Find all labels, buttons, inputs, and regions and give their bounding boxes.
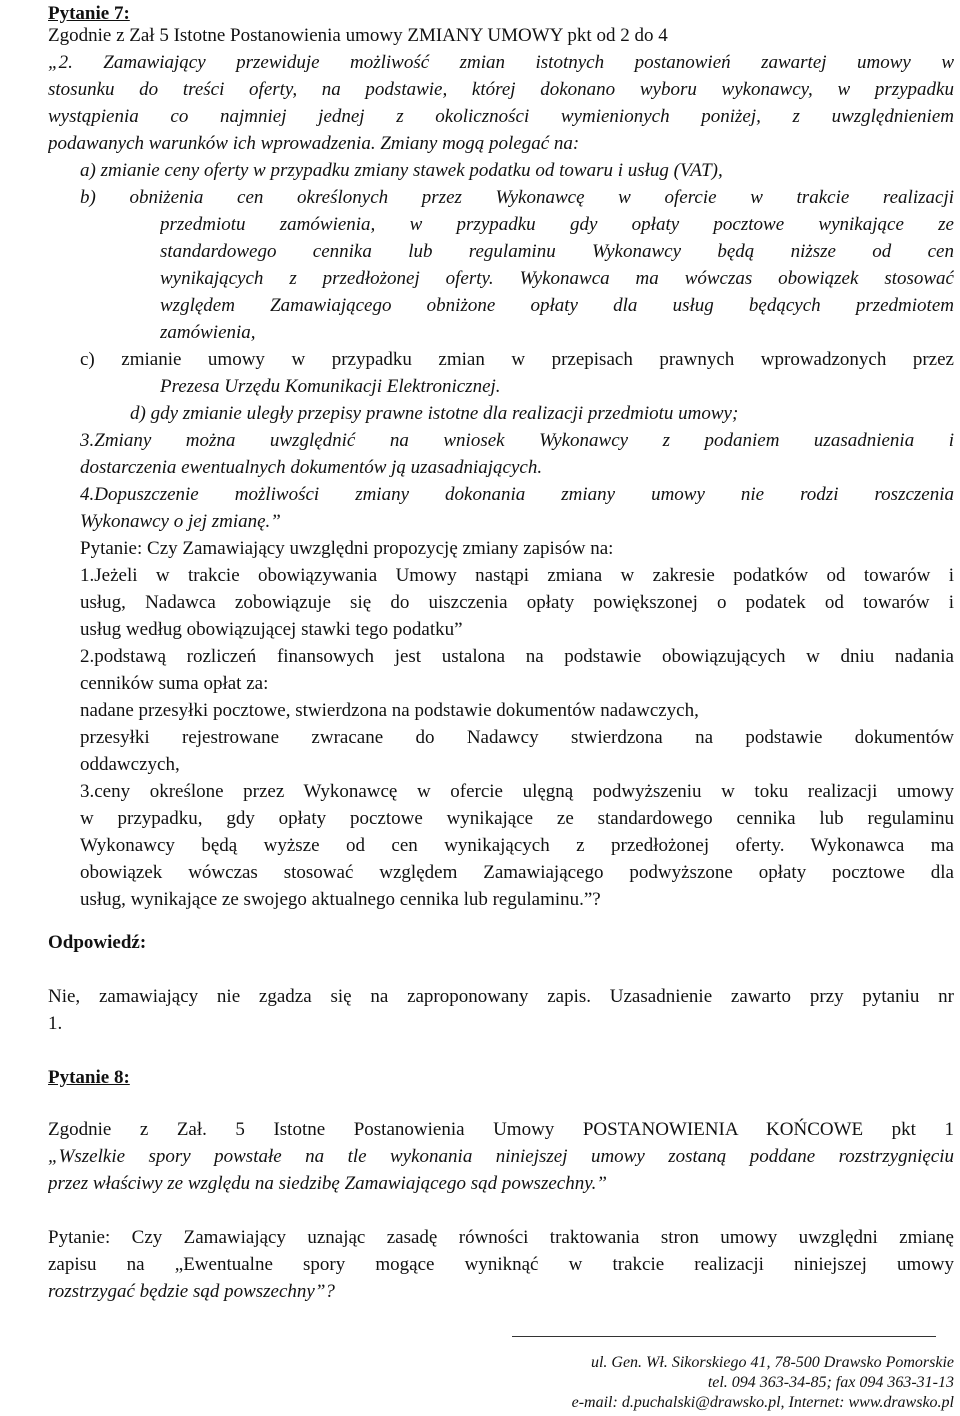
q7-line: dostarczenia ewentualnych dokumentów ją uzasadniających.: [80, 457, 543, 478]
q7-line: usług, Nadawca zobowiązuje się do uiszczenia opłaty powiększonej o podatek od towarów i: [80, 592, 954, 613]
q7-line: 2.podstawą rozliczeń finansowych jest ustalona na podstawie obowiązujących w dniu nadania: [80, 646, 954, 667]
question-8-heading: Pytanie 8:: [48, 1067, 130, 1088]
q8-line: przez właściwy ze względu na siedzibę Zamawiającego sąd powszechny.”: [48, 1173, 607, 1194]
q7-line: wystąpienia co najmniej jednej z okoliczności wymienionych poniżej, z uwzględnieniem: [48, 106, 954, 127]
q7-line: Zgodnie z Zał 5 Istotne Postanowienia umowy ZMIANY UMOWY pkt od 2 do 4: [48, 25, 668, 46]
q8-line: zapisu na „Ewentualne spory mogące wyniknąć w trakcie realizacji niniejszej umowy: [48, 1254, 954, 1275]
q7-line: Wykonawcy o jej zmianę.”: [80, 511, 281, 532]
q7-line: usług, wynikające ze swojego aktualnego cennika lub regulaminu.”?: [80, 889, 601, 910]
footer-contact: e-mail: d.puchalski@drawsko.pl, Internet: www.drawsko.pl: [571, 1394, 954, 1411]
q8-line: rozstrzygać będzie sąd powszechny”?: [48, 1281, 335, 1302]
q7-line: względem Zamawiającego obniżone opłaty dla usług będących przedmiotem: [160, 295, 954, 316]
q7-line: 4.Dopuszczenie możliwości zmiany dokonania zmiany umowy nie rodzi roszczenia: [80, 484, 954, 505]
q7-line: stosunku do treści oferty, na podstawie, której dokonano wyboru wykonawcy, w przypadku: [48, 79, 954, 100]
q7-line: oddawczych,: [80, 754, 180, 775]
q7-list-item-a: a) zmianie ceny oferty w przypadku zmiany stawek podatku od towaru i usług (VAT),: [80, 160, 723, 181]
answer-line: Nie, zamawiający nie zgadza się na zaproponowany zapis. Uzasadnienie zawarto przy pytaniu nr: [48, 986, 954, 1007]
q7-line: usług według obowiązującej stawki tego podatku”: [80, 619, 463, 640]
q7-line: 3.ceny określone przez Wykonawcę w ofercie ulęgną podwyższeniu w toku realizacji umowy: [80, 781, 954, 802]
q7-line: Prezesa Urzędu Komunikacji Elektronicznej.: [160, 376, 501, 397]
footer-phone: tel. 094 363-34-85; fax 094 363-31-13: [707, 1374, 954, 1391]
q7-line: podawanych warunków ich wprowadzenia. Zmiany mogą polegać na:: [48, 133, 580, 154]
q7-line: cenników suma opłat za:: [80, 673, 269, 694]
q7-line: wynikających z przedłożonej oferty. Wykonawca ma wówczas obowiązek stosować: [160, 268, 954, 289]
footer-address: ul. Gen. Wł. Sikorskiego 41, 78-500 Drawsko Pomorskie: [590, 1354, 954, 1371]
q7-line: standardowego cennika lub regulaminu Wykonawcy będą niższe od cen: [160, 241, 954, 262]
q7-line: nadane przesyłki pocztowe, stwierdzona na podstawie dokumentów nadawczych,: [80, 700, 699, 721]
q7-line: przedmiotu zamówienia, w przypadku gdy opłaty pocztowe wynikające ze: [160, 214, 954, 235]
q7-list-item-b: b) obniżenia cen określonych przez Wykonawcę w ofercie w trakcie realizacji: [80, 187, 954, 208]
q7-list-item-c: c) zmianie umowy w przypadku zmian w przepisach prawnych wprowadzonych przez: [80, 349, 954, 370]
q7-line: przesyłki rejestrowane zwracane do Nadawcy stwierdzona na podstawie dokumentów: [80, 727, 954, 748]
answer-heading: Odpowiedź:: [48, 932, 147, 953]
answer-line: 1.: [48, 1013, 63, 1034]
q7-line: 1.Jeżeli w trakcie obowiązywania Umowy nastąpi zmiana w zakresie podatków od towarów i: [80, 565, 954, 586]
q7-question-line: Pytanie: Czy Zamawiający uwzględni propozycję zmiany zapisów na:: [80, 538, 614, 559]
footer-divider: [512, 1336, 936, 1337]
question-7-heading: Pytanie 7:: [48, 3, 130, 24]
q7-list-item-d: d) gdy zmianie uległy przepisy prawne istotne dla realizacji przedmiotu umowy;: [130, 403, 739, 424]
q7-line: obowiązek wówczas stosować względem Zamawiającego podwyższone opłaty pocztowe dla: [80, 862, 954, 883]
q7-line: Wykonawcy będą wyższe od cen wynikających z przedłożonej oferty. Wykonawca ma: [80, 835, 954, 856]
q8-line: „Wszelkie spory powstałe na tle wykonania niniejszej umowy zostaną poddane rozstrzygnięciu: [48, 1146, 954, 1167]
q7-line: w przypadku, gdy opłaty pocztowe wynikające ze standardowego cennika lub regulaminu: [80, 808, 954, 829]
q8-line: Zgodnie z Zał. 5 Istotne Postanowienia Umowy POSTANOWIENIA KOŃCOWE pkt 1: [48, 1119, 954, 1140]
q8-question-line: Pytanie: Czy Zamawiający uznając zasadę równości traktowania stron umowy uwzględni zmianę: [48, 1227, 954, 1248]
q7-line: „2. Zamawiający przewiduje możliwość zmian istotnych postanowień zawartej umowy w: [48, 52, 954, 73]
q7-line: zamówienia,: [160, 322, 256, 343]
q7-line: 3.Zmiany można uwzględnić na wniosek Wykonawcy z podaniem uzasadnienia i: [80, 430, 954, 451]
